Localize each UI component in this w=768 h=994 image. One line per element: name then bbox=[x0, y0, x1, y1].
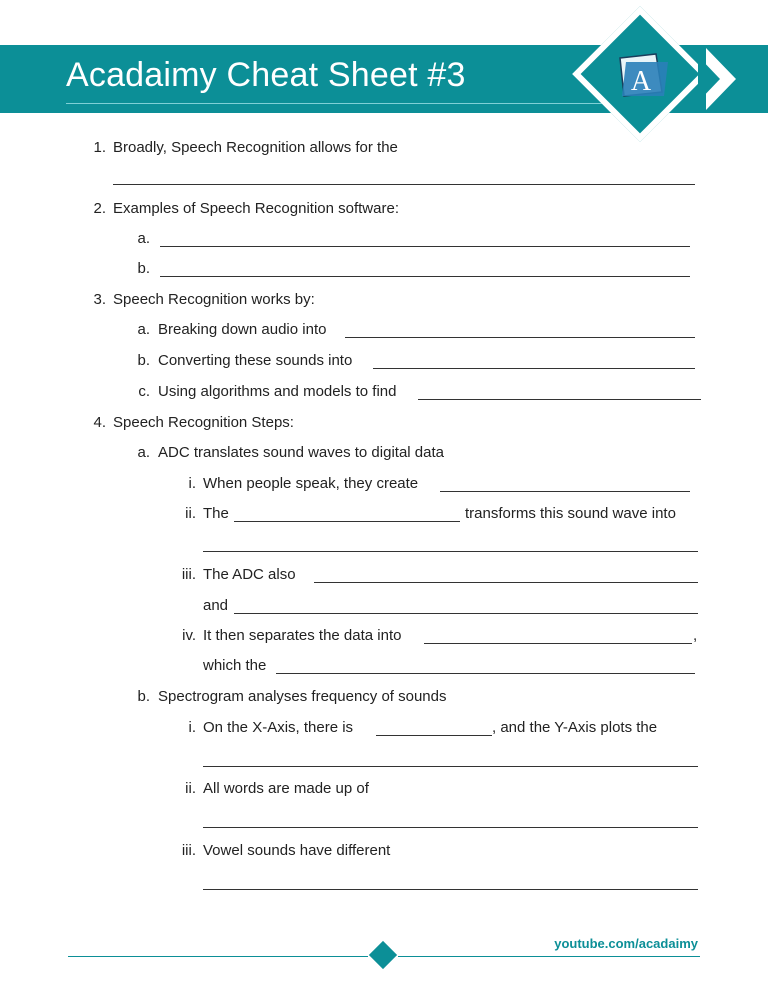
blank-2a[interactable] bbox=[160, 246, 690, 247]
item-3c-text: Using algorithms and models to find bbox=[158, 383, 397, 400]
item-4b-ii-text: All words are made up of bbox=[203, 780, 369, 797]
item-4b-iii-text: Vowel sounds have different bbox=[203, 842, 391, 859]
item-2a-marker: a. bbox=[137, 230, 150, 247]
page-title: Acadaimy Cheat Sheet #3 bbox=[66, 56, 466, 94]
item-2b-marker: b. bbox=[137, 260, 150, 277]
item-4a-ii-marker: ii. bbox=[185, 505, 196, 522]
item-4a-iii-marker: iii. bbox=[181, 566, 196, 583]
blank-1[interactable] bbox=[113, 184, 695, 185]
item-3b-text: Converting these sounds into bbox=[158, 352, 353, 369]
chevron-inner-shape bbox=[698, 56, 720, 102]
blank-4a-iii[interactable] bbox=[314, 582, 698, 583]
item-3a-text: Breaking down audio into bbox=[158, 321, 327, 338]
title-underline bbox=[66, 103, 606, 104]
footer-diamond-icon bbox=[369, 941, 397, 969]
item-4a-iv-text: It then separates the data into bbox=[203, 627, 402, 644]
item-3-marker: 3. bbox=[93, 291, 106, 308]
item-3a-marker: a. bbox=[137, 321, 150, 338]
item-4b-marker: b. bbox=[137, 688, 150, 705]
logo-letter: A bbox=[630, 66, 652, 97]
item-4a-ii-text: The bbox=[203, 505, 229, 522]
blank-3b[interactable] bbox=[373, 368, 695, 369]
item-4-text: Speech Recognition Steps: bbox=[113, 414, 294, 431]
item-4a-i-marker: i. bbox=[188, 475, 196, 492]
footer-line-left bbox=[68, 956, 368, 957]
item-4a-iv-cont: which the bbox=[203, 657, 267, 674]
item-4a-text: ADC translates sound waves to digital data bbox=[158, 444, 444, 461]
item-4b-iii-marker: iii. bbox=[181, 842, 196, 859]
blank-4b-ii[interactable] bbox=[203, 827, 698, 828]
footer-line-right bbox=[398, 956, 700, 957]
blank-4a-iv-cont[interactable] bbox=[276, 673, 695, 674]
item-4-marker: 4. bbox=[93, 414, 106, 431]
item-2-marker: 2. bbox=[93, 200, 106, 217]
item-3c-marker: c. bbox=[138, 383, 150, 400]
item-3b-marker: b. bbox=[137, 352, 150, 369]
item-4b-i-marker: i. bbox=[188, 719, 196, 736]
blank-4b-i-end[interactable] bbox=[203, 766, 698, 767]
blank-3c[interactable] bbox=[418, 399, 701, 400]
item-4b-i-text: On the X-Axis, there is bbox=[203, 719, 354, 736]
item-2-text: Examples of Speech Recognition software: bbox=[113, 200, 399, 217]
item-4a-marker: a. bbox=[137, 444, 150, 461]
blank-4a-i[interactable] bbox=[440, 491, 690, 492]
youtube-link[interactable]: youtube.com/acadaimy bbox=[554, 936, 698, 951]
blank-3a[interactable] bbox=[345, 337, 695, 338]
item-4b-i-text-after: , and the Y-Axis plots the bbox=[492, 719, 658, 736]
item-4a-iv-comma: , bbox=[693, 627, 698, 644]
item-4a-iii-cont: and bbox=[203, 597, 229, 614]
blank-2b[interactable] bbox=[160, 276, 690, 277]
folder-logo-icon bbox=[610, 52, 672, 100]
blank-4a-ii-mid[interactable] bbox=[234, 521, 460, 522]
item-4a-i-text: When people speak, they create bbox=[203, 475, 419, 492]
blank-4a-iii-cont[interactable] bbox=[234, 613, 698, 614]
item-4a-ii-text-after: transforms this sound wave into bbox=[465, 505, 676, 522]
blank-4b-i-mid[interactable] bbox=[376, 735, 492, 736]
blank-4a-ii-end[interactable] bbox=[203, 551, 698, 552]
item-4b-text: Spectrogram analyses frequency of sounds bbox=[158, 688, 447, 705]
item-4b-ii-marker: ii. bbox=[185, 780, 196, 797]
item-4a-iii-text: The ADC also bbox=[203, 566, 296, 583]
item-4a-iv-marker: iv. bbox=[182, 627, 196, 644]
blank-4a-iv[interactable] bbox=[424, 643, 692, 644]
item-3-text: Speech Recognition works by: bbox=[113, 291, 315, 308]
item-1-marker: 1. bbox=[93, 139, 106, 156]
blank-4b-iii[interactable] bbox=[203, 889, 698, 890]
item-1-text: Broadly, Speech Recognition allows for the bbox=[113, 139, 398, 156]
